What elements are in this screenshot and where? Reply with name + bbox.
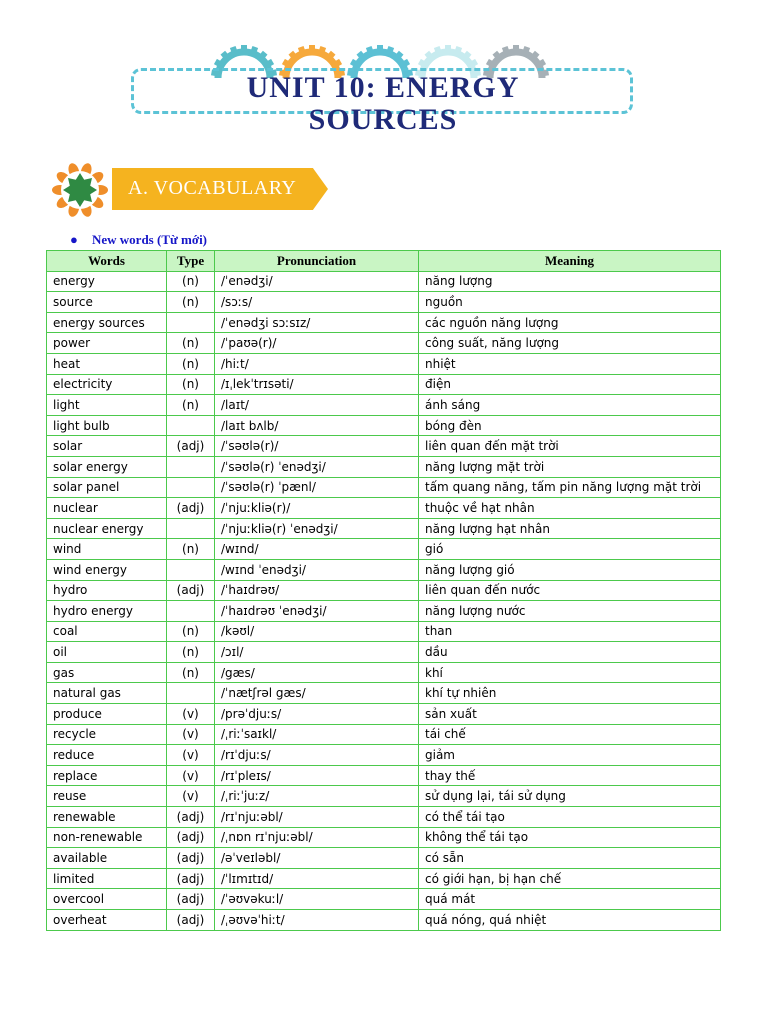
word-cell: nuclear bbox=[47, 498, 167, 519]
word-cell: replace bbox=[47, 765, 167, 786]
meaning-cell: giảm bbox=[419, 745, 721, 766]
meaning-cell: khí tự nhiên bbox=[419, 683, 721, 704]
table-row bbox=[47, 333, 721, 354]
type-cell: (n) bbox=[167, 353, 215, 374]
pronunciation-cell: /ˈəʊvəkuːl/ bbox=[215, 889, 419, 910]
word-cell: renewable bbox=[47, 807, 167, 828]
meaning-cell: nguồn bbox=[419, 292, 721, 313]
type-cell: (n) bbox=[167, 271, 215, 292]
table-row bbox=[47, 271, 721, 292]
pronunciation-cell: /ɔɪl/ bbox=[215, 642, 419, 663]
pronunciation-cell: /ˈnjuːkliə(r)/ bbox=[215, 498, 419, 519]
pronunciation-cell: /ˌriːˈjuːz/ bbox=[215, 786, 419, 807]
pronunciation-cell: /laɪt bʌlb/ bbox=[215, 415, 419, 436]
vocabulary-table bbox=[46, 250, 721, 931]
table-row bbox=[47, 518, 721, 539]
meaning-cell: điện bbox=[419, 374, 721, 395]
meaning-cell: than bbox=[419, 621, 721, 642]
pronunciation-cell: /ˈenədʒi sɔːsɪz/ bbox=[215, 312, 419, 333]
table-row bbox=[47, 827, 721, 848]
pronunciation-cell: /rɪˈpleɪs/ bbox=[215, 765, 419, 786]
pronunciation-cell: /ˈpaʊə(r)/ bbox=[215, 333, 419, 354]
meaning-cell: có giới hạn, bị hạn chế bbox=[419, 868, 721, 889]
pronunciation-cell: /ˈsəʊlə(r) ˈenədʒi/ bbox=[215, 456, 419, 477]
type-cell: (n) bbox=[167, 395, 215, 416]
meaning-cell: tái chế bbox=[419, 724, 721, 745]
type-cell: (v) bbox=[167, 745, 215, 766]
section-title: A. VOCABULARY bbox=[128, 177, 297, 199]
type-cell: (n) bbox=[167, 292, 215, 313]
table-row bbox=[47, 642, 721, 663]
pronunciation-cell: /gæs/ bbox=[215, 662, 419, 683]
word-cell: limited bbox=[47, 868, 167, 889]
type-cell bbox=[167, 683, 215, 704]
page-title-line-2: SOURCES bbox=[308, 103, 458, 136]
word-cell: energy sources bbox=[47, 312, 167, 333]
header-type: Type bbox=[167, 251, 215, 272]
word-cell: source bbox=[47, 292, 167, 313]
table-row bbox=[47, 395, 721, 416]
pronunciation-cell: /ˈsəʊlə(r)/ bbox=[215, 436, 419, 457]
type-cell: (v) bbox=[167, 786, 215, 807]
word-cell: oil bbox=[47, 642, 167, 663]
table-row bbox=[47, 848, 721, 869]
pronunciation-cell: /sɔːs/ bbox=[215, 292, 419, 313]
star-badge-icon bbox=[46, 160, 114, 220]
type-cell bbox=[167, 559, 215, 580]
word-cell: overcool bbox=[47, 889, 167, 910]
table-row bbox=[47, 498, 721, 519]
meaning-cell: năng lượng bbox=[419, 271, 721, 292]
table-row bbox=[47, 374, 721, 395]
table-row bbox=[47, 580, 721, 601]
meaning-cell: không thể tái tạo bbox=[419, 827, 721, 848]
bullet-icon: ● bbox=[70, 232, 78, 247]
word-cell: heat bbox=[47, 353, 167, 374]
table-row bbox=[47, 745, 721, 766]
word-cell: reuse bbox=[47, 786, 167, 807]
pronunciation-cell: /rɪˈnjuːəbl/ bbox=[215, 807, 419, 828]
pronunciation-cell: /ˌriːˈsaɪkl/ bbox=[215, 724, 419, 745]
type-cell: (n) bbox=[167, 642, 215, 663]
table-row bbox=[47, 889, 721, 910]
pronunciation-cell: /rɪˈdjuːs/ bbox=[215, 745, 419, 766]
type-cell bbox=[167, 456, 215, 477]
type-cell: (adj) bbox=[167, 889, 215, 910]
type-cell bbox=[167, 312, 215, 333]
page-title bbox=[230, 72, 536, 136]
table-row bbox=[47, 765, 721, 786]
meaning-cell: năng lượng hạt nhân bbox=[419, 518, 721, 539]
table-row bbox=[47, 704, 721, 725]
vocabulary-table-body bbox=[47, 271, 721, 930]
table-row bbox=[47, 353, 721, 374]
header-pronunciation: Pronunciation bbox=[215, 251, 419, 272]
pronunciation-cell: /ˈhaɪdrəʊ/ bbox=[215, 580, 419, 601]
pronunciation-cell: /hiːt/ bbox=[215, 353, 419, 374]
type-cell: (adj) bbox=[167, 910, 215, 931]
header-words: Words bbox=[47, 251, 167, 272]
word-cell: overheat bbox=[47, 910, 167, 931]
meaning-cell: các nguồn năng lượng bbox=[419, 312, 721, 333]
type-cell: (adj) bbox=[167, 498, 215, 519]
pronunciation-cell: /prəˈdjuːs/ bbox=[215, 704, 419, 725]
type-cell: (adj) bbox=[167, 807, 215, 828]
type-cell: (adj) bbox=[167, 827, 215, 848]
pronunciation-cell: /ˌnɒn rɪˈnjuːəbl/ bbox=[215, 827, 419, 848]
meaning-cell: năng lượng mặt trời bbox=[419, 456, 721, 477]
table-row bbox=[47, 456, 721, 477]
pronunciation-cell: /ˈsəʊlə(r) ˈpænl/ bbox=[215, 477, 419, 498]
meaning-cell: gió bbox=[419, 539, 721, 560]
type-cell bbox=[167, 415, 215, 436]
word-cell: solar bbox=[47, 436, 167, 457]
word-cell: produce bbox=[47, 704, 167, 725]
word-cell: hydro energy bbox=[47, 601, 167, 622]
header-meaning: Meaning bbox=[419, 251, 721, 272]
word-cell: reduce bbox=[47, 745, 167, 766]
word-cell: solar panel bbox=[47, 477, 167, 498]
word-cell: power bbox=[47, 333, 167, 354]
meaning-cell: thay thế bbox=[419, 765, 721, 786]
word-cell: solar energy bbox=[47, 456, 167, 477]
meaning-cell: có thể tái tạo bbox=[419, 807, 721, 828]
word-cell: wind energy bbox=[47, 559, 167, 580]
word-cell: gas bbox=[47, 662, 167, 683]
meaning-cell: công suất, năng lượng bbox=[419, 333, 721, 354]
table-row bbox=[47, 477, 721, 498]
meaning-cell: liên quan đến mặt trời bbox=[419, 436, 721, 457]
page-title-line-1: UNIT 10: ENERGY bbox=[246, 71, 520, 104]
word-cell: light bbox=[47, 395, 167, 416]
meaning-cell: khí bbox=[419, 662, 721, 683]
meaning-cell: sản xuất bbox=[419, 704, 721, 725]
type-cell: (v) bbox=[167, 704, 215, 725]
table-row bbox=[47, 415, 721, 436]
meaning-cell: năng lượng gió bbox=[419, 559, 721, 580]
pronunciation-cell: /ˈlɪmɪtɪd/ bbox=[215, 868, 419, 889]
table-header-row bbox=[47, 251, 721, 272]
meaning-cell: liên quan đến nước bbox=[419, 580, 721, 601]
type-cell: (adj) bbox=[167, 580, 215, 601]
word-cell: wind bbox=[47, 539, 167, 560]
pronunciation-cell: /əˈveɪləbl/ bbox=[215, 848, 419, 869]
meaning-cell: nhiệt bbox=[419, 353, 721, 374]
word-cell: light bulb bbox=[47, 415, 167, 436]
meaning-cell: sử dụng lại, tái sử dụng bbox=[419, 786, 721, 807]
type-cell: (n) bbox=[167, 621, 215, 642]
type-cell: (n) bbox=[167, 539, 215, 560]
table-row bbox=[47, 436, 721, 457]
word-cell: hydro bbox=[47, 580, 167, 601]
word-cell: natural gas bbox=[47, 683, 167, 704]
meaning-cell: quá nóng, quá nhiệt bbox=[419, 910, 721, 931]
new-words-heading bbox=[70, 231, 207, 249]
meaning-cell: tấm quang năng, tấm pin năng lượng mặt trời bbox=[419, 477, 721, 498]
word-cell: energy bbox=[47, 271, 167, 292]
pronunciation-cell: /ˈnætʃrəl gæs/ bbox=[215, 683, 419, 704]
meaning-cell: thuộc về hạt nhân bbox=[419, 498, 721, 519]
type-cell: (n) bbox=[167, 662, 215, 683]
meaning-cell: quá mát bbox=[419, 889, 721, 910]
type-cell bbox=[167, 601, 215, 622]
word-cell: recycle bbox=[47, 724, 167, 745]
pronunciation-cell: /wɪnd/ bbox=[215, 539, 419, 560]
table-row bbox=[47, 910, 721, 931]
meaning-cell: ánh sáng bbox=[419, 395, 721, 416]
pronunciation-cell: /ˈnjuːkliə(r) ˈenədʒi/ bbox=[215, 518, 419, 539]
meaning-cell: bóng đèn bbox=[419, 415, 721, 436]
type-cell: (n) bbox=[167, 333, 215, 354]
type-cell: (v) bbox=[167, 724, 215, 745]
table-row bbox=[47, 601, 721, 622]
word-cell: nuclear energy bbox=[47, 518, 167, 539]
table-row bbox=[47, 868, 721, 889]
table-row bbox=[47, 559, 721, 580]
table-row bbox=[47, 312, 721, 333]
table-row bbox=[47, 724, 721, 745]
type-cell: (adj) bbox=[167, 848, 215, 869]
pronunciation-cell: /ɪˌlekˈtrɪsəti/ bbox=[215, 374, 419, 395]
meaning-cell: dầu bbox=[419, 642, 721, 663]
word-cell: coal bbox=[47, 621, 167, 642]
table-row bbox=[47, 683, 721, 704]
pronunciation-cell: /kəʊl/ bbox=[215, 621, 419, 642]
type-cell bbox=[167, 477, 215, 498]
pronunciation-cell: /ˈhaɪdrəʊ ˈenədʒi/ bbox=[215, 601, 419, 622]
meaning-cell: có sẵn bbox=[419, 848, 721, 869]
pronunciation-cell: /ˈenədʒi/ bbox=[215, 271, 419, 292]
type-cell: (adj) bbox=[167, 436, 215, 457]
table-row bbox=[47, 621, 721, 642]
word-cell: electricity bbox=[47, 374, 167, 395]
table-row bbox=[47, 786, 721, 807]
pronunciation-cell: /ˌəʊvəˈhiːt/ bbox=[215, 910, 419, 931]
table-row bbox=[47, 539, 721, 560]
type-cell bbox=[167, 518, 215, 539]
word-cell: non-renewable bbox=[47, 827, 167, 848]
word-cell: available bbox=[47, 848, 167, 869]
table-row bbox=[47, 292, 721, 313]
pronunciation-cell: /laɪt/ bbox=[215, 395, 419, 416]
meaning-cell: năng lượng nước bbox=[419, 601, 721, 622]
type-cell: (v) bbox=[167, 765, 215, 786]
pronunciation-cell: /wɪnd ˈenədʒi/ bbox=[215, 559, 419, 580]
type-cell: (adj) bbox=[167, 868, 215, 889]
new-words-label: New words (Từ mới) bbox=[92, 232, 208, 247]
table-row bbox=[47, 807, 721, 828]
table-row bbox=[47, 662, 721, 683]
type-cell: (n) bbox=[167, 374, 215, 395]
